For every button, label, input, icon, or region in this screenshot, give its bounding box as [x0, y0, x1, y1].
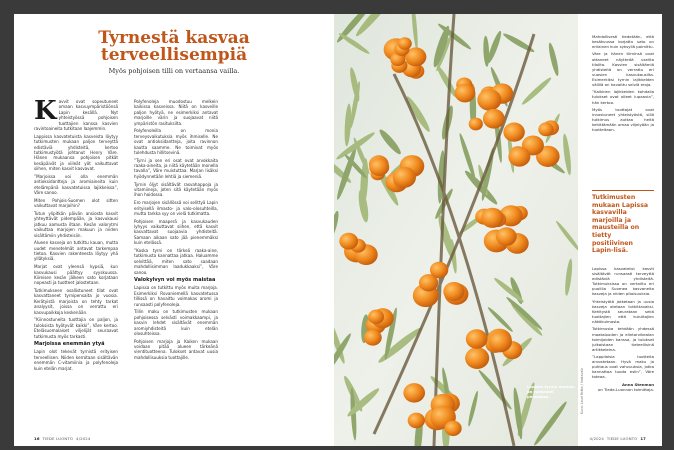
- paragraph: Miten Pohjois-Suomen olot sitten vaikuttavat marjoihin?: [34, 197, 118, 209]
- berry: [339, 233, 358, 250]
- author-name: Anna Stenman: [621, 381, 654, 387]
- paragraph: Lapissa kasvatetut kasvit sisältävät runsaasti terveyttä edistäviä yhdisteitä. Tutkimuksissa on vertailtu eri puolilla Suomea kasvaneita kasveja ja niiden pitoisuuksia.: [592, 266, 654, 297]
- article-subtitle: Myös pohjoisen tilli on vertaansa vailla.: [108, 67, 240, 75]
- paragraph: Marjat ovat yleensä kypsiä, kun kasvukausi päättyy syyskuussa. Kiireisen kesän jälkeen sato korjataan nopeasti ja tuotteet jalostetaan.: [34, 264, 118, 286]
- subheading: Valokylvyn voi myös maistaa: [134, 276, 216, 283]
- magazine-name: TIEDE LUONTO: [606, 436, 638, 441]
- paragraph: Tutkimusta tehdään yhdessä maatalouden ja elintarvikealan toimijoiden kanssa, ja tulokset julkaistaan tieteellisinä artikkeleina.: [592, 326, 654, 352]
- berry: [488, 331, 511, 352]
- paragraph: ”Koska tyrni on tärkeä raaka-aine, tutkimusta kannattaa jatkaa. Haluamme selvittää, miten sato saadaan mahdollisimman laadukkaaksi”, Väre sanoo.: [134, 247, 218, 275]
- photo-credit: Kuva: Lauri Rotko / Vastavalo: [580, 367, 584, 414]
- berry: [465, 347, 489, 369]
- paragraph: Lapissa on tutkittu myös muita marjoja. Esimerkiksi Rovaniemellä kasvatetussa tillissä on havaittu voimakas aromi ja runsaasti polyfenoleja.: [134, 285, 218, 307]
- column-1: [34, 96, 118, 373]
- page-number: 16: [34, 436, 40, 441]
- pull-quote: Tutkimusten mukaan Lapissa kasvavilla marjoilla ja mausteilla on tietty positiivinen Lapin-lisä.: [592, 194, 649, 255]
- paragraph: Tutkimukseen osallistuneet tilat ovat kasvattaneet tyrnipensaita jo vuosia. Kerätyistä marjoista on tehty tarkat analyysit, joissa on verrattu eri kasvupaikkoja keskenään.: [34, 288, 118, 315]
- berry: [508, 147, 530, 167]
- paragraph: Alueen kasveja on tutkittu kauan, mutta uudet menetelmät antavat tarkempaa tietoa. Kasvien rakenteesta löytyy yhä yllätyksiä.: [34, 240, 118, 262]
- paragraph: ”Marjoissa voi olla enemmän antioksidantteja ja aromiaineita kuin etelämpänä kasvatetuissa lajikkeissa”, Väre sanoo.: [34, 173, 118, 196]
- photo-caption: Lapissa tyrnin marjoja on runsaasti pensaissa.: [527, 384, 575, 399]
- right-column-bottom: [592, 266, 654, 392]
- paragraph: ”Lappilaisia tuotteita arvostetaan. Hyvä maku ja puhtaus ovat vahvuuksia, jotka kannattaa tuoda esiin”, Väre toteaa.: [592, 354, 654, 380]
- issue-number: 4/2024: [589, 436, 605, 441]
- paragraph: Tutun ylipitkän päivän ansiosta kasvit yhteyttävät pidempään, ja kasvukausi jatkuu aamusta iltaan. Kesän valorytmi vaikuttaa marjojen makuun ja niiden sisältämiin yhdisteisiin.: [34, 210, 118, 238]
- paragraph: Pohjoisen maaperä ja kasvukauden lyhyys vaikuttavat siihen, että kasvit kasvattavat suojaavia yhdisteitä. Samaan aikaan sato jää pienemmäksi kuin etelässä.: [134, 218, 218, 246]
- berry: [455, 84, 476, 103]
- paragraph: ”Tyrni ja sen eri osat ovat arvokkaita raaka-aineita, ja niitä käytetään monella tavalla”, Väre muistuttaa. Marjan lisäksi hyödynnetään lehtiä ja siemeniä.: [134, 157, 218, 179]
- berry: [368, 310, 384, 324]
- page-number: 17: [640, 436, 646, 441]
- right-column-top: [592, 34, 654, 134]
- article-title: Tyrnestä kasvaa terveellisempiä: [98, 28, 250, 65]
- berry: [477, 89, 501, 111]
- berry: [403, 383, 425, 402]
- author-role: on Tiede-Luonnon toimittaja.: [597, 386, 654, 392]
- berry: [466, 329, 488, 348]
- berry: [469, 118, 483, 131]
- paragraph: Polyfenoleja muodostuu melkein kaikissa kasveissa. Niitä on kasveille paljon hyötyä, ne esimerkiksi antavat marjoille värin ja suojaavat niitä ympäristön rasituksilta.: [134, 99, 218, 126]
- page-footer-right: [589, 436, 646, 441]
- paragraph: Lappissa kasvatetuista kasveista löytyy tutkimusten mukaan paljon terveyttä edistäviä yhdisteitä, kertoo tutkimustyötä johtanut Henry Väre. Hänen mukaansa pohjoisen pitkät kesäpäivät ja viileät yöt vaikuttavat siihen, miten kasvit kasvavat.: [34, 133, 118, 172]
- paragraph: Mahdollisesti tiedetään, että kesäkuussa korjattu sato on erilainen kuin syksyllä poimittu.: [592, 34, 654, 50]
- paragraph: Kavvit ovat sopeutuneet omaan kasvuympäristöönsä Lapin kesällä. Nyt yhteistyössä pohjoisen tuottajien kanssa kasvien ravintoaineita tutkitaan laajemmin.: [34, 96, 118, 132]
- issue-number: 4/2024: [75, 436, 91, 441]
- paragraph: Tyrnin öljyt sisältävät rasvahappoja ja vitamiineja, joten sitä käytetään myös ihon hoidossa.: [134, 181, 218, 198]
- paragraph: Myös tuottajat ovat innostuneet yhteistyöstä, sillä tutkimus auttaa heitä kehittämään omaa viljelyään ja tuotteitaan.: [592, 106, 654, 133]
- berry: [430, 262, 448, 278]
- subheading: Marjoissa enemmän ytyä: [34, 341, 105, 348]
- berry: [503, 122, 524, 141]
- berry: [496, 227, 517, 246]
- berry: [443, 282, 464, 301]
- paragraph: Väre ja hänen tiiminsä ovat ottaneet näytteitä useilta tiloilta. Kasvien sisältämiä yhdisteitä on verrattu eri vuosien kasvukausilta. Esimerkiksi tyrnin lajikkeiden välillä on havaittu selviä eroja.: [592, 51, 654, 88]
- paragraph: Tillin maku on tutkimusten mukaan pohjoisessa selvästi voimakkaampi, ja kasvin lehdet sisältävät enemmän aromiyhdisteitä kuin etelän olosuhteissa.: [134, 309, 218, 336]
- paragraph: Lapin olot tekevät tyrnistä erityisen terveellisen. Niiden kerrotaan sisältävän enemmän C-vitamiinia ja polyfenoleja kuin etelän marjat.: [34, 349, 118, 371]
- berry: [408, 413, 425, 429]
- sea-buckthorn-photo: [334, 14, 578, 446]
- paragraph: ”Kaikkien lajikkeiden kohdalla tulokset ovat olleet lupaavia”, hän kertoo.: [592, 89, 654, 105]
- page-footer-left: [34, 436, 91, 441]
- right-page: [334, 14, 662, 446]
- berry: [364, 330, 382, 346]
- photo-illustration: [334, 14, 578, 446]
- paragraph: ”Kiinnostuneita tuottajia on paljon, ja tuloksista hyötyvät kaikki”, Väre kertoo. Eteläsuomalaiset viljelijät seuraavat tutkimusta myös tarkasti.: [34, 317, 118, 339]
- berry: [393, 167, 416, 188]
- drop-cap: K: [34, 96, 57, 126]
- pull-quote-rule: [592, 190, 654, 191]
- left-page: [14, 14, 334, 446]
- paragraph: Ero marjojen sisällössä voi selittyä Lapin erityisellä ilmasto- ja valo-olosuhteilla, mutta tarkka syy on vielä tutkimatta.: [134, 200, 218, 216]
- paragraph: Yhteistyötä jatketaan ja uusia kasveja otetaan tutkittavaksi. Kehitystä seurataan sekä tuottajien että kuluttajien näkökulmasta.: [592, 298, 654, 325]
- berry: [483, 109, 505, 129]
- berry: [369, 158, 389, 176]
- column-2: [134, 99, 218, 363]
- berry: [398, 37, 412, 50]
- berry: [538, 122, 553, 136]
- berry: [444, 421, 461, 436]
- magazine-name: TIEDE LUONTO: [42, 436, 74, 441]
- paragraph: Polyfenoleilla on monia terveysvaikutuksia myös ihmiselle. Ne ovat antioksidantteja, joita ravinnon kautta saamme. Ne toimivat myös tulehdusta hillitsevinä.: [134, 128, 218, 155]
- paragraph: Pohjoisen marjoja ja Kaiken mukaan voidaan pitää alueen tärkeänä vientituotteena. Tulokset antavat uusia mahdollisuuksia tuottajille.: [134, 338, 218, 360]
- berry: [481, 208, 503, 228]
- author-signature: [592, 382, 654, 392]
